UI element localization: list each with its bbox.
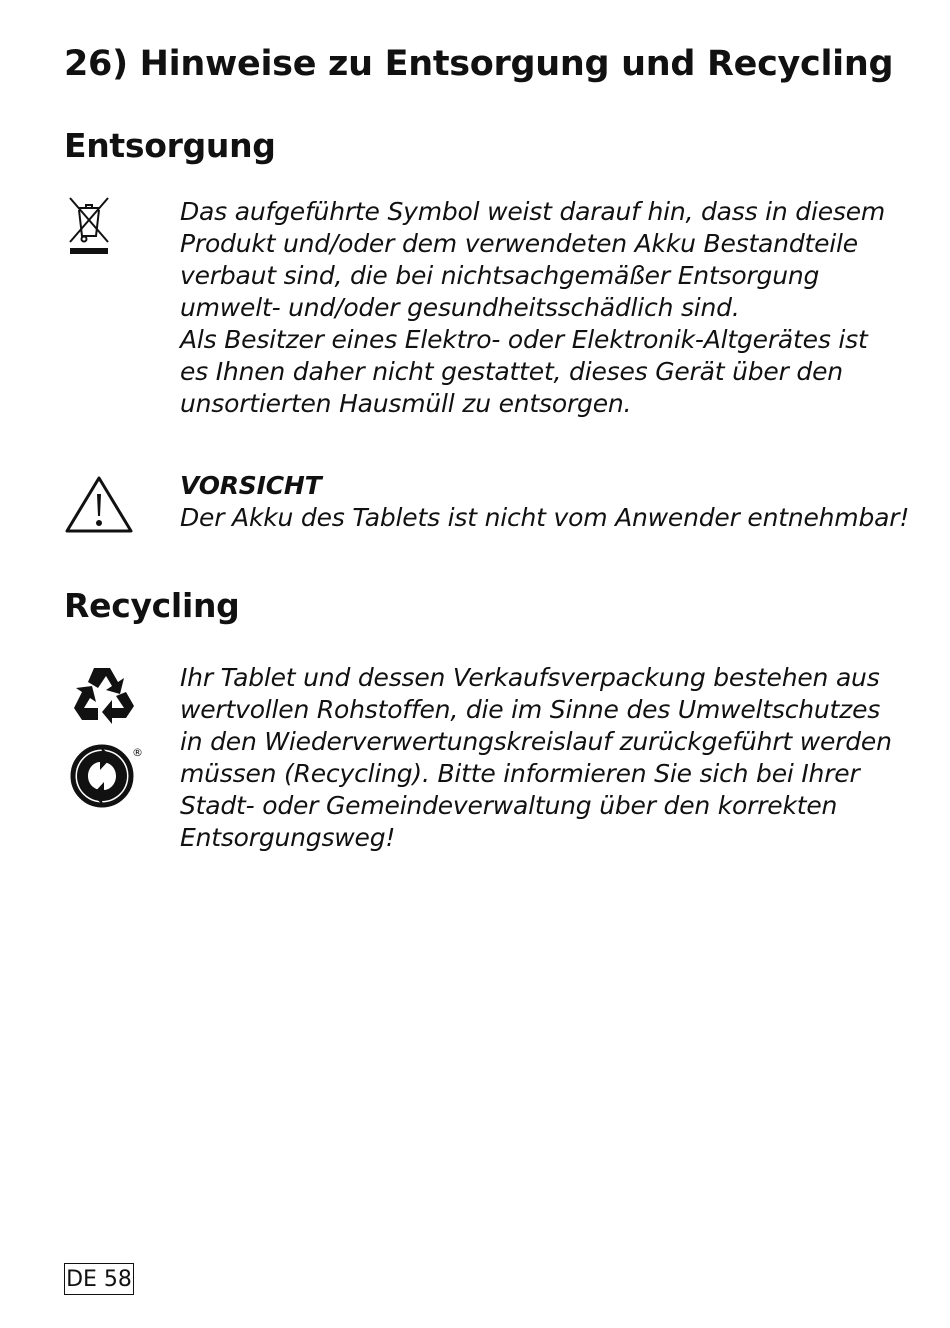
text-line: unsortierten Hausmüll zu entsorgen. xyxy=(180,389,632,418)
text-line: müssen (Recycling). Bitte informieren Sie sich bei Ihrer xyxy=(180,759,860,788)
recycling-paragraph xyxy=(180,662,920,854)
text-line: Ihr Tablet und dessen Verkaufsverpackung bestehen aus xyxy=(180,663,880,692)
crossed-out-wheelie-bin-icon xyxy=(64,196,114,256)
text-line: umwelt- und/oder gesundheitsschädlich sind. xyxy=(180,293,740,322)
text-line: wertvollen Rohstoffen, die im Sinne des Umweltschutzes xyxy=(180,695,881,724)
text-line: verbaut sind, die bei nichtsachgemäßer Entsorgung xyxy=(180,261,820,290)
caution-label: VORSICHT xyxy=(180,471,322,500)
page-number: DE 58 xyxy=(64,1263,134,1295)
caution-block xyxy=(180,470,920,534)
recycling-arrows-icon xyxy=(70,664,138,726)
text-line: Als Besitzer eines Elektro- oder Elektronik-Altgerätes ist xyxy=(180,325,868,354)
warning-triangle-icon xyxy=(64,474,134,534)
section-title-disposal: Entsorgung xyxy=(64,126,276,165)
text-line: in den Wiederverwertungskreislauf zurückgeführt werden xyxy=(180,727,892,756)
section-title-recycling: Recycling xyxy=(64,586,240,625)
text-line: Stadt- oder Gemeindeverwaltung über den korrekten xyxy=(180,791,838,820)
page-title: 26) Hinweise zu Entsorgung und Recycling xyxy=(64,44,894,84)
text-line: Das aufgeführte Symbol weist darauf hin, dass in diesem xyxy=(180,197,886,226)
disposal-paragraph xyxy=(180,196,920,420)
text-line: es Ihnen daher nicht gestattet, dieses Gerät über den xyxy=(180,357,843,386)
caution-text: Der Akku des Tablets ist nicht vom Anwender entnehmbar! xyxy=(180,503,910,532)
registered-mark: ® xyxy=(132,746,143,759)
text-line: Entsorgungsweg! xyxy=(180,823,396,852)
green-dot-icon xyxy=(70,744,150,808)
text-line: Produkt und/oder dem verwendeten Akku Bestandteile xyxy=(180,229,858,258)
